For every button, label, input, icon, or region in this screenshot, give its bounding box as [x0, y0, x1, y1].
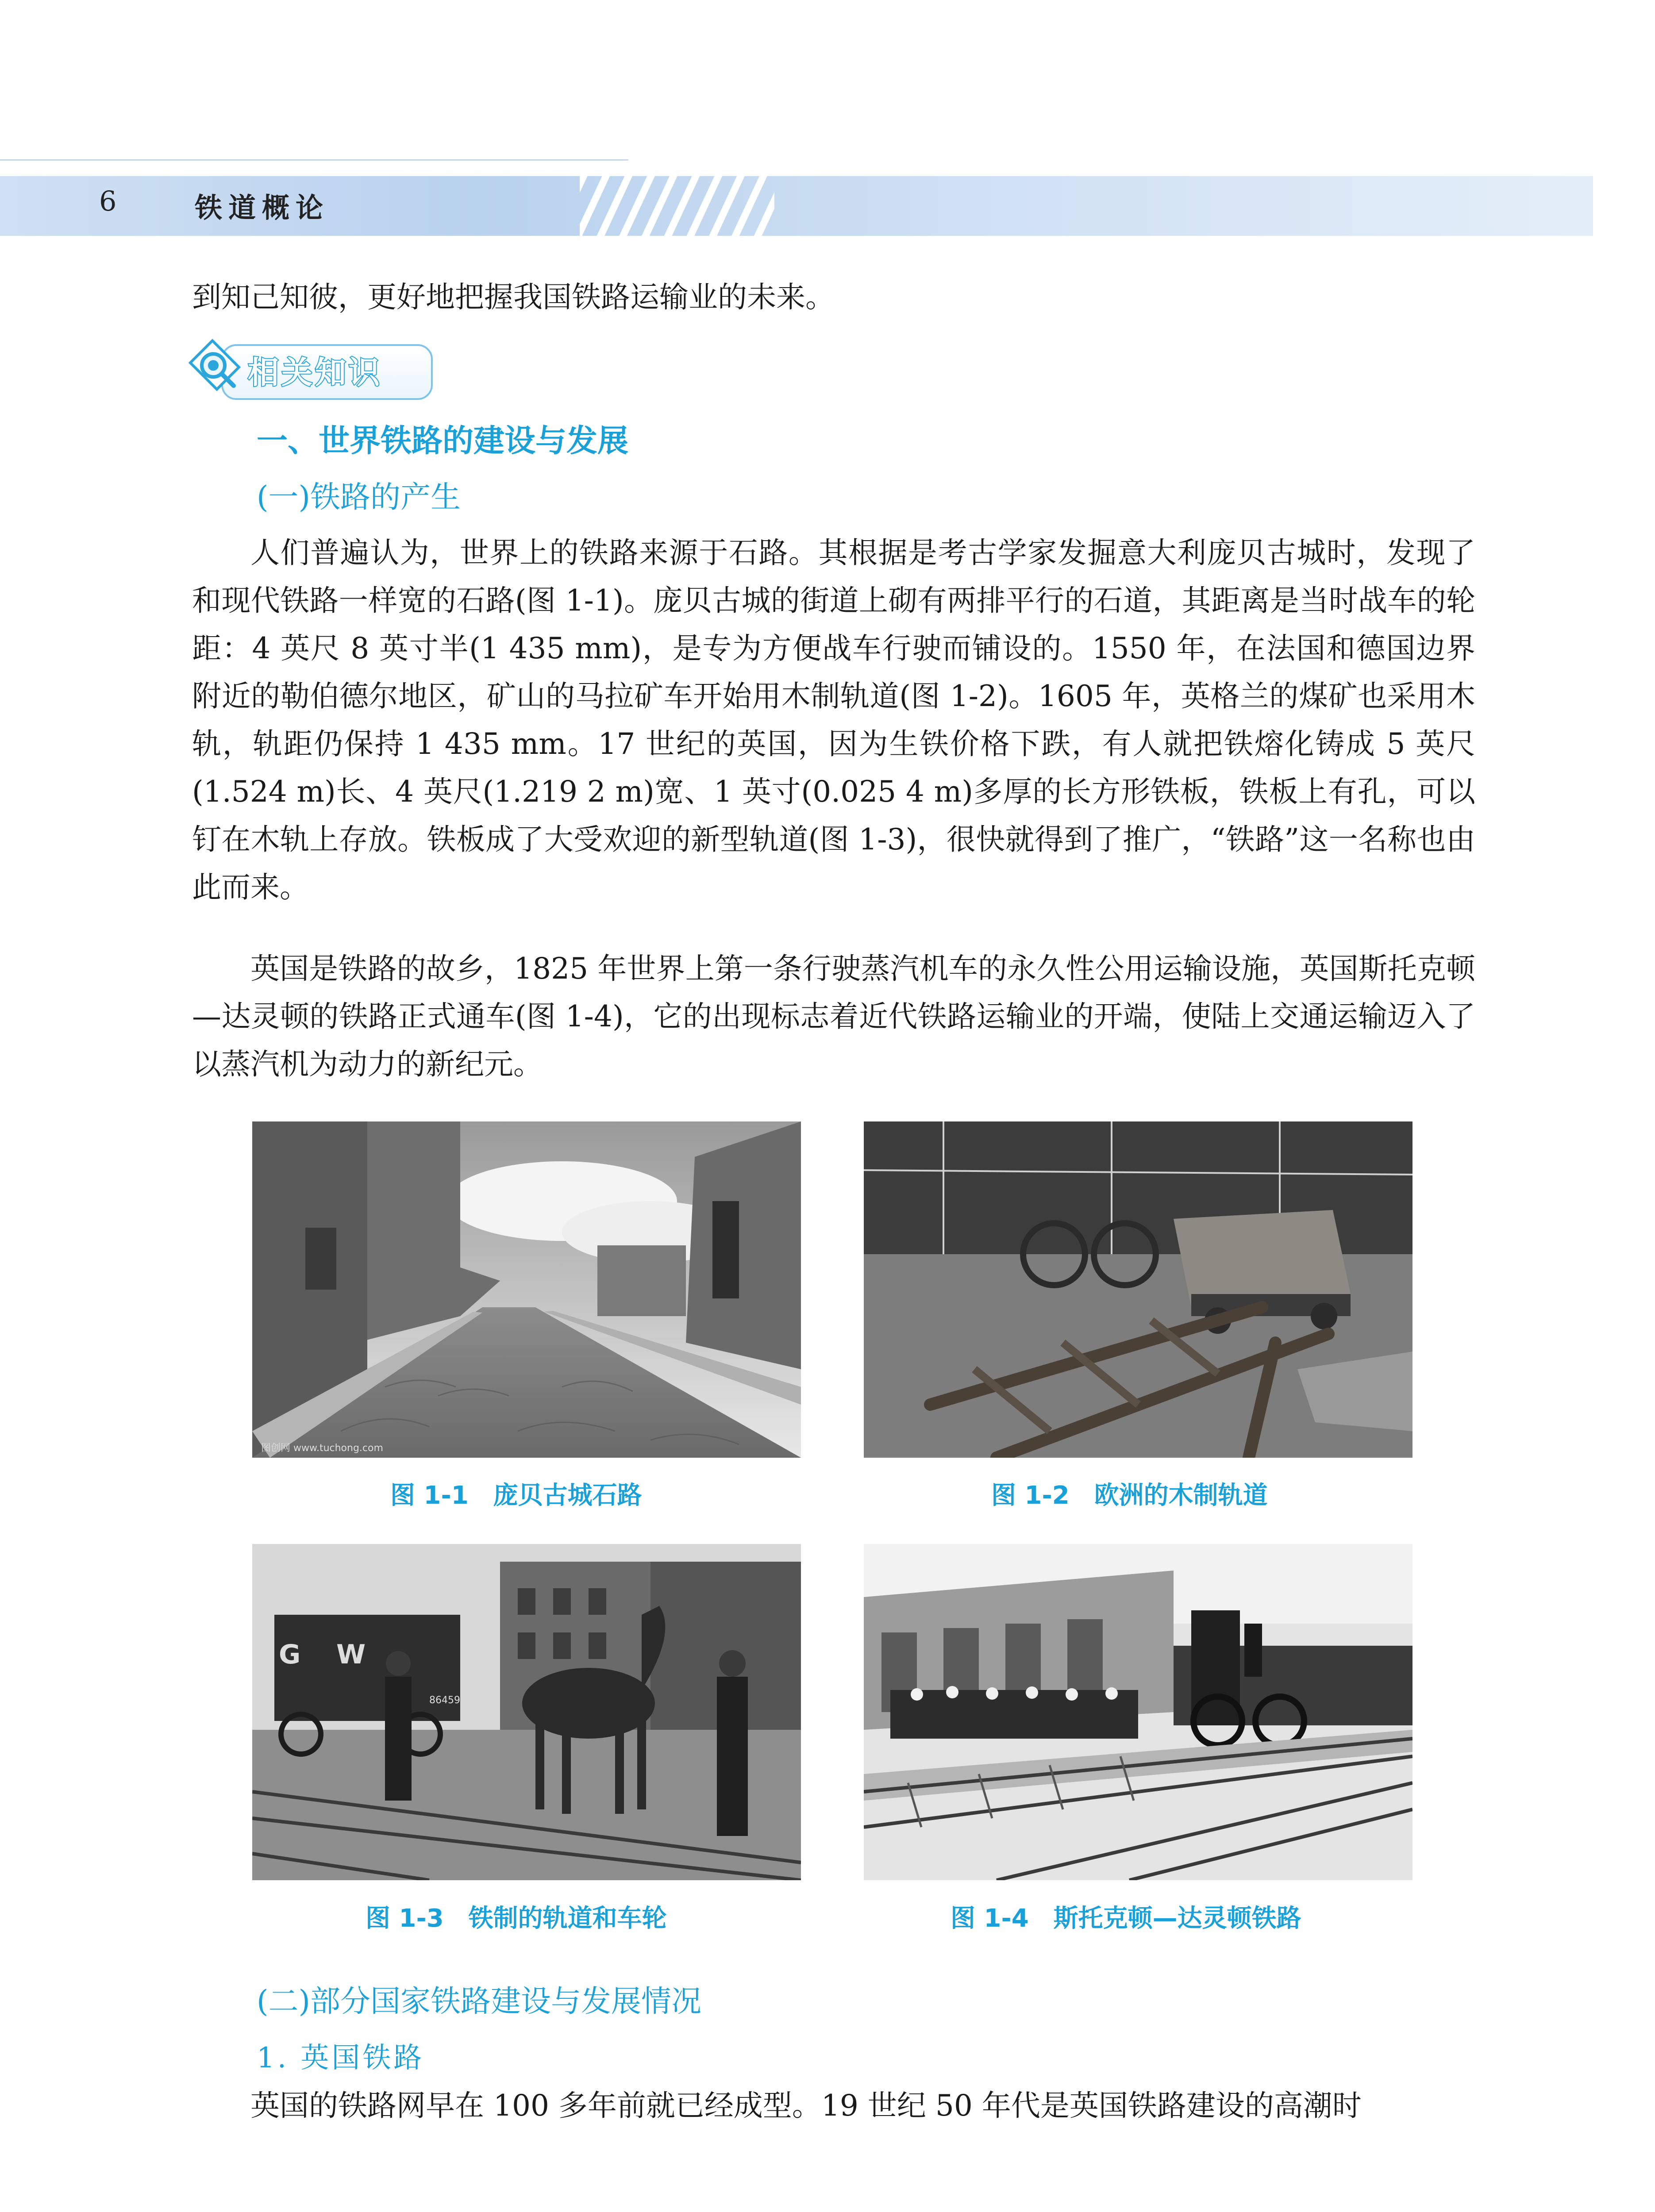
wagon-mark: G	[279, 1639, 301, 1670]
section-heading: 一、世界铁路的建设与发展	[257, 422, 628, 459]
subsection-heading: (一)铁路的产生	[257, 480, 461, 515]
subsubsection-heading: 1. 英国铁路	[257, 2042, 425, 2074]
paragraph: 人们普遍认为，世界上的铁路来源于石路。其根据是考古学家发掘意大利庞贝古城时，发现了和现代铁路一样宽的石路(图 1-1)。庞贝古城的街道上砌有两排平行的石道，其距离是当时战车的轮距：4 英尺 8 英寸半(1 435 mm)，是专为方便战车行驶而铺设的。1550 年，在法国和德国边界附近的勒伯德尔地区，矿山的马拉矿车开始用木制轨道(图 1-2)。1605 年，英格兰的煤矿也采用木轨，轨距仍保持 1 435 mm。17 世纪的英国，因为生铁价格下跌，有人就把铁熔化铸成 5 英尺(1.524 m)长、4 英尺(1.219 2 m)宽、1 英寸(0.025 4 m)多厚的长方形铁板，铁板上有孔，可以钉在木轨上存放。铁板成了大受欢迎的新型轨道(图 1-3)，很快就得到了推广，“铁路”这一名称也由此而来。	[192, 536, 1475, 904]
header-rule	[0, 159, 628, 161]
wagon-mark: 86459	[429, 1695, 460, 1706]
wagon-mark: W	[336, 1639, 366, 1670]
badge-label: 相关知识	[248, 354, 382, 391]
magnifier-icon	[186, 336, 252, 403]
subsection-heading: (二)部分国家铁路建设与发展情况	[257, 1984, 702, 2019]
intro-line: 到知己知彼，更好地把握我国铁路运输业的未来。	[192, 280, 835, 314]
figure-image	[864, 1544, 1413, 1880]
figure-stockton-darlington	[864, 1544, 1413, 1880]
page-number: 6	[99, 185, 117, 217]
header-stripes	[580, 176, 774, 236]
figure-caption: 图 1-4 斯托克顿—达灵顿铁路	[951, 1904, 1301, 1933]
paragraph: 英国的铁路网早在 100 多年前就已经成型。19 世纪 50 年代是英国铁路建设的高潮时	[250, 2089, 1362, 2123]
figure-image	[864, 1121, 1413, 1458]
figure-image	[252, 1544, 801, 1880]
book-title: 铁道概论	[195, 192, 330, 224]
watermark-text: 图创网 www.tuchong.com	[261, 1443, 383, 1454]
related-knowledge-badge	[186, 336, 434, 403]
figure-caption: 图 1-2 欧洲的木制轨道	[991, 1481, 1268, 1510]
paragraph: 英国是铁路的故乡，1825 年世界上第一条行驶蒸汽机车的永久性公用运输设施，英国斯托克顿—达灵顿的铁路正式通车(图 1-4)，它的出现标志着近代铁路运输业的开端，使陆上交通运输迈入了以蒸汽机为动力的新纪元。	[192, 952, 1475, 1081]
figure-image	[252, 1121, 801, 1458]
figure-iron-rails	[252, 1544, 801, 1880]
figure-wooden-track	[864, 1121, 1413, 1458]
figure-caption: 图 1-1 庞贝古城石路	[390, 1481, 642, 1510]
figure-caption: 图 1-3 铁制的轨道和车轮	[366, 1904, 667, 1933]
figure-pompeii-road	[252, 1121, 801, 1458]
